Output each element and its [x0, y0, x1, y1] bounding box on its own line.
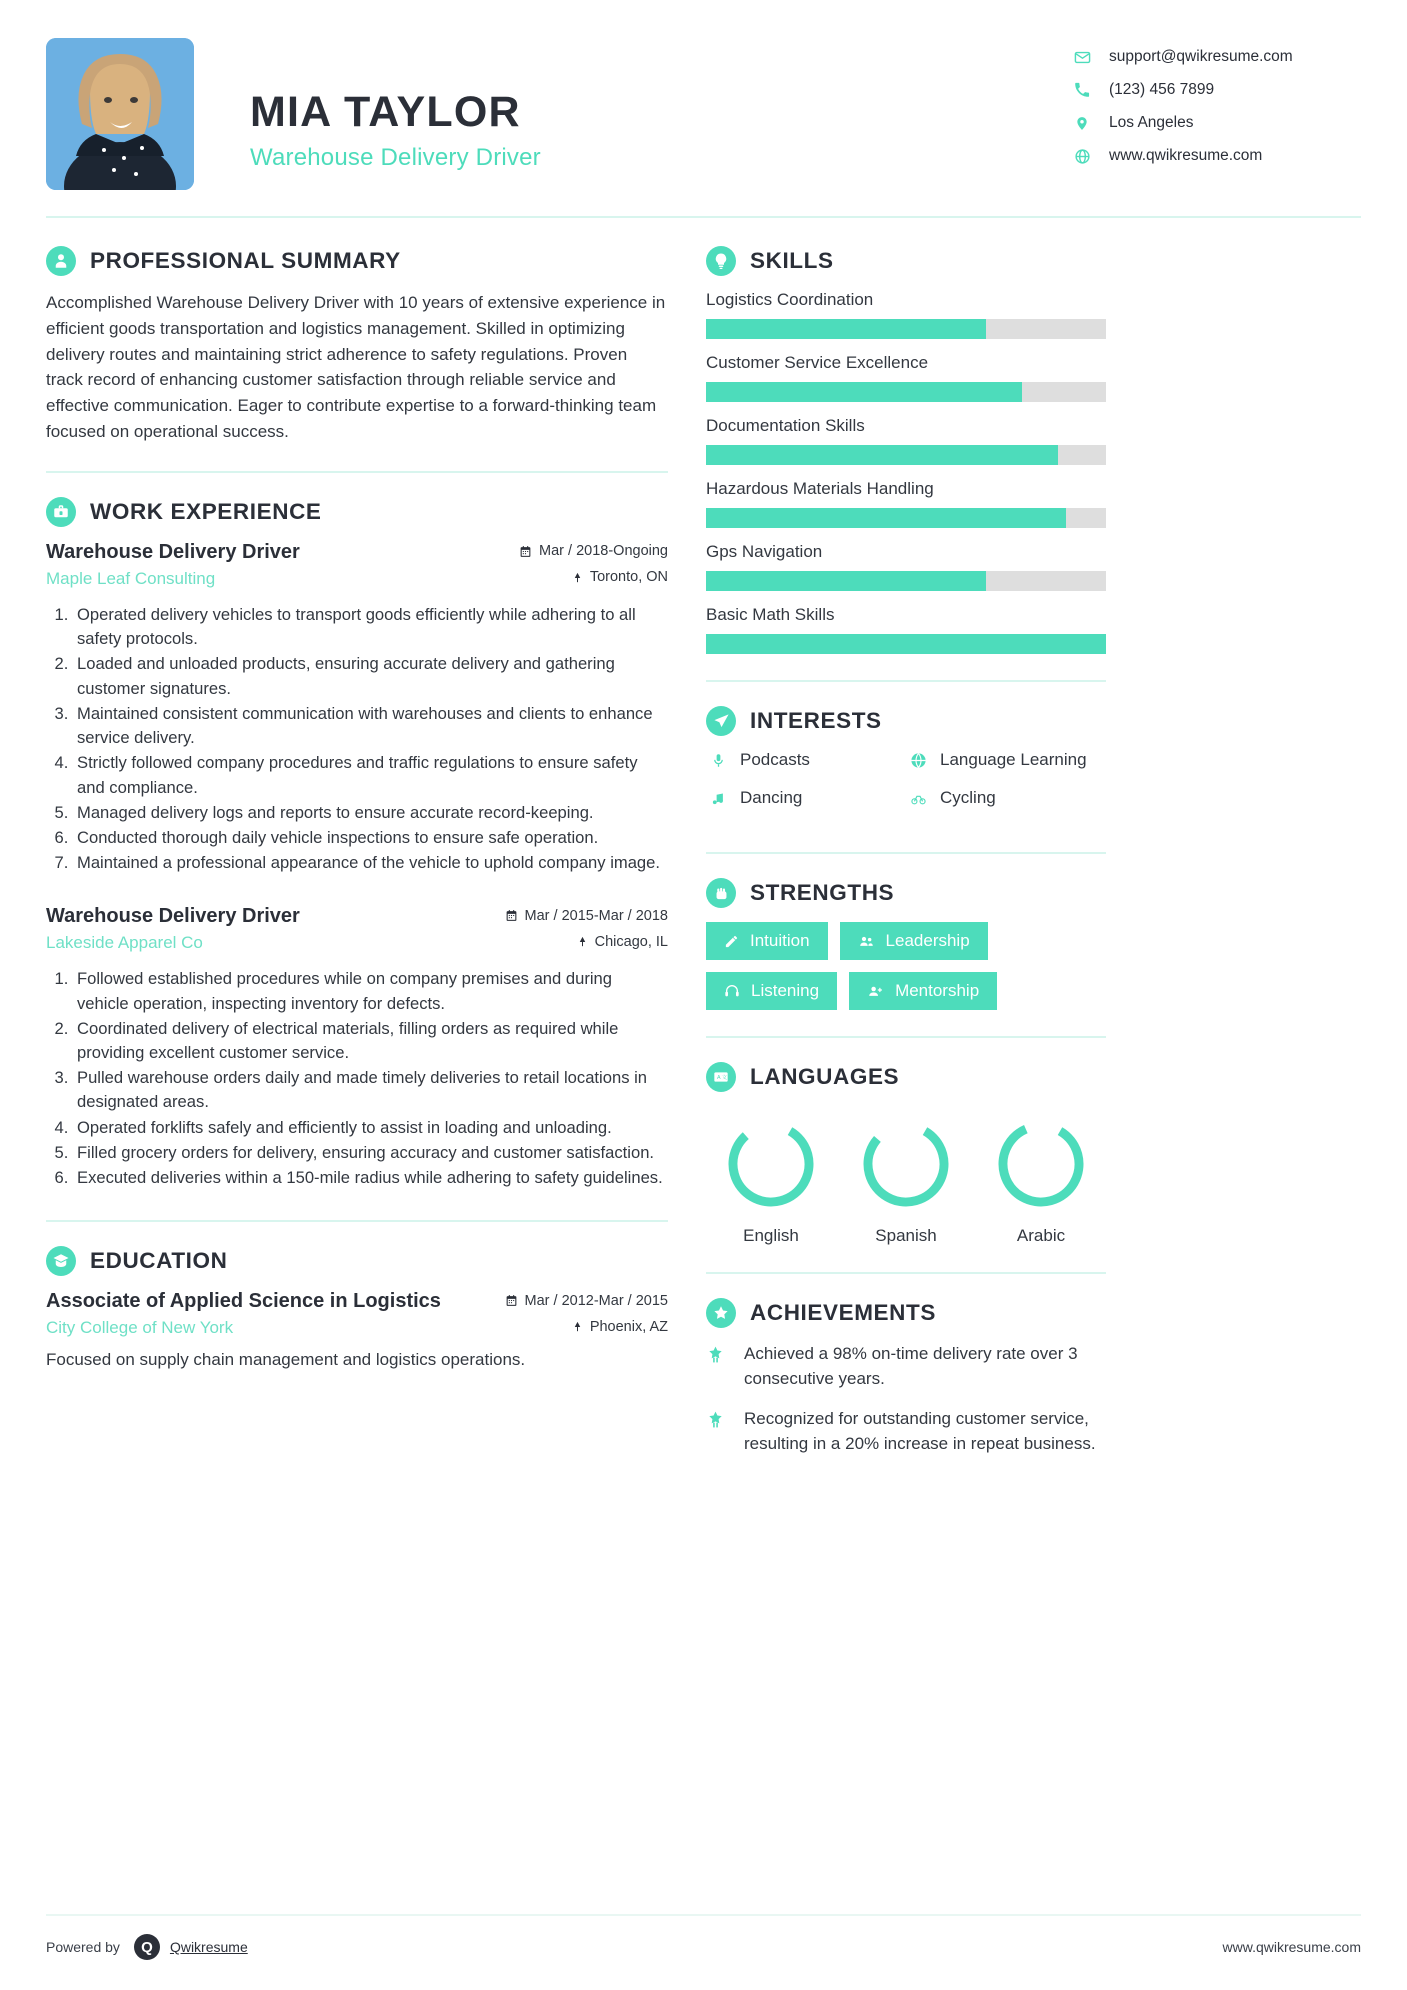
education-heading: EDUCATION: [90, 1248, 228, 1274]
footer-brand: [46, 1934, 248, 1960]
pin-icon: [572, 571, 583, 584]
powered-by-label: Powered by: [46, 1939, 120, 1955]
education-entry-sub: [46, 1313, 668, 1338]
language-label: Arabic: [1016, 1226, 1066, 1245]
skill-fill: [706, 445, 1058, 465]
work-entry: [46, 541, 668, 875]
education-location-value: Phoenix, AZ: [589, 1318, 668, 1335]
calendar-icon: [505, 1294, 518, 1307]
fist-icon: [706, 878, 736, 908]
interests-grid: [706, 750, 1106, 826]
skill-label: Basic Math Skills: [706, 605, 835, 624]
section-skills: [706, 246, 1106, 654]
name-block: [250, 56, 541, 171]
qwikresume-link[interactable]: Qwikresume: [169, 1939, 248, 1955]
candidate-job-title: Warehouse Delivery Driver: [250, 143, 541, 171]
work-entry-sub: [46, 564, 668, 589]
language-ring: [860, 1118, 952, 1210]
work-bullet: 1. Followed established procedures while on company premises and during vehicle operation, inspecting inventory for defects.: [73, 967, 668, 1015]
section-education: [46, 1246, 668, 1370]
summary-heading: PROFESSIONAL SUMMARY: [90, 248, 401, 273]
contact-location-value: Los Angeles: [1109, 114, 1194, 131]
svg-text:文: 文: [721, 1075, 728, 1081]
strength-label: Listening: [751, 981, 820, 1000]
education-entry-top: [46, 1290, 668, 1313]
strength-chip: [849, 972, 997, 1010]
strength-chip: [840, 922, 988, 960]
interest-item: [706, 788, 906, 808]
work-entry-top: [46, 541, 668, 564]
work-role: Warehouse Delivery Driver: [46, 905, 300, 928]
pin-icon: [577, 935, 588, 948]
phone-icon: [1071, 82, 1093, 98]
divider-work-education: [46, 1220, 668, 1222]
work-bullet: 5. Managed delivery logs and reports to ensure accurate record-keeping.: [73, 801, 668, 825]
profile-photo: [46, 38, 194, 190]
work-bullet: 6. Executed deliveries within a 150-mile radius while adhering to safety guidelines.: [73, 1166, 668, 1190]
language-item: [980, 1118, 1102, 1246]
skill-track: [706, 634, 1106, 654]
work-company: Lakeside Apparel Co: [46, 933, 203, 953]
work-heading-row: [46, 497, 668, 527]
resume-footer: [46, 1914, 1361, 1960]
work-entry-sub: [46, 928, 668, 953]
candidate-name: MIA TAYLOR: [250, 88, 521, 137]
graduate-icon: [46, 1246, 76, 1276]
interest-item: [906, 788, 1106, 808]
skill-label: Logistics Coordination: [706, 290, 874, 309]
contact-list: [1071, 38, 1361, 180]
summary-heading-row: [46, 246, 668, 276]
skills-heading-row: [706, 246, 1106, 276]
strength-label: Leadership: [885, 931, 970, 950]
skill-track: [706, 445, 1106, 465]
achievements-heading-row: [706, 1298, 1106, 1328]
skill-fill: [706, 571, 986, 591]
interest-label: Language Learning: [940, 750, 1087, 769]
section-professional-summary: [46, 246, 668, 445]
interest-label: Cycling: [940, 788, 996, 807]
section-work-experience: [46, 497, 668, 1190]
skill-fill: [706, 319, 986, 339]
person-icon: [46, 246, 76, 276]
header-identity: [46, 38, 541, 190]
achievement-text: Recognized for outstanding customer service, resulting in a 20% increase in repeat business.: [744, 1409, 1096, 1453]
star-badge-icon: [706, 1298, 736, 1328]
work-bullet: 6. Conducted thorough daily vehicle inspections to ensure safe operation.: [73, 826, 668, 850]
languages-grid: [706, 1106, 1106, 1246]
award-icon: [706, 1407, 732, 1456]
divider-skills-interests: [706, 680, 1106, 682]
work-location-value: Toronto, ON: [589, 569, 668, 586]
work-entry-top: [46, 905, 668, 928]
strength-chip: [706, 972, 837, 1010]
skills-heading: SKILLS: [750, 248, 834, 273]
achievement-item: [706, 1342, 1106, 1391]
contact-email[interactable]: [1071, 48, 1361, 66]
globe-language-icon: [906, 752, 930, 769]
briefcase-icon: [46, 497, 76, 527]
skill-label: Gps Navigation: [706, 542, 823, 561]
education-school: City College of New York: [46, 1318, 234, 1338]
work-bullets: [46, 603, 668, 875]
microphone-icon: [706, 752, 730, 769]
work-company: Maple Leaf Consulting: [46, 568, 216, 588]
skill-item: [706, 416, 1106, 465]
education-dates-value: Mar / 2012-Mar / 2015: [524, 1292, 668, 1309]
section-strengths: [706, 878, 1106, 1010]
interest-label: Dancing: [740, 788, 803, 807]
contact-phone[interactable]: [1071, 81, 1361, 99]
strengths-heading: STRENGTHS: [750, 880, 895, 905]
svg-text:A: A: [717, 1075, 721, 1081]
languages-heading: LANGUAGES: [750, 1064, 900, 1089]
music-note-icon: [706, 790, 730, 807]
divider-languages-achievements: [706, 1272, 1106, 1274]
user-plus-icon: [867, 984, 884, 999]
contact-website[interactable]: [1071, 147, 1361, 165]
right-column: [706, 246, 1106, 1473]
work-bullets: [46, 967, 668, 1190]
skill-item: [706, 542, 1106, 591]
headphones-icon: [724, 983, 740, 999]
strength-label: Mentorship: [895, 981, 980, 1000]
skill-label: Customer Service Excellence: [706, 353, 929, 372]
qwikresume-logo-icon: Q: [134, 1934, 160, 1960]
globe-icon: [1071, 148, 1093, 165]
skill-item: [706, 353, 1106, 402]
contact-website-value: www.qwikresume.com: [1109, 147, 1263, 164]
divider-summary-work: [46, 471, 668, 473]
education-heading-row: [46, 1246, 668, 1276]
contact-phone-value: (123) 456 7899: [1109, 81, 1215, 98]
education-dates: [505, 1293, 668, 1309]
skill-item: [706, 605, 1106, 654]
translate-icon: [706, 1062, 736, 1092]
interests-heading-row: [706, 706, 1106, 736]
work-bullet: 2. Loaded and unloaded products, ensuring accurate delivery and gathering customer signatures.: [73, 652, 668, 700]
work-bullet: 5. Filled grocery orders for delivery, ensuring accuracy and customer satisfaction.: [73, 1141, 668, 1165]
skill-fill: [706, 382, 1022, 402]
language-label: Spanish: [875, 1226, 937, 1245]
paper-plane-icon: [706, 706, 736, 736]
award-icon: [706, 1342, 732, 1391]
skill-fill: [706, 508, 1066, 528]
summary-text: Accomplished Warehouse Delivery Driver with 10 years of extensive experience in efficient goods transportation and logistics management. Skilled in optimizing delivery routes and maintaining strict adherence to safety regulations. Proven track record of enhancing customer satisfaction through reliable service and effective communication. Eager to contribute expertise to a forward-thinking team focused on operational success.: [46, 293, 666, 442]
lightbulb-icon: [706, 246, 736, 276]
section-languages: [706, 1062, 1106, 1246]
language-label: English: [743, 1226, 799, 1245]
strength-label: Intuition: [750, 931, 810, 950]
email-icon: [1071, 49, 1093, 66]
skill-item: [706, 479, 1106, 528]
skill-label: Documentation Skills: [706, 416, 865, 435]
column-gap: [668, 246, 706, 1473]
work-dates-value: Mar / 2015-Mar / 2018: [524, 907, 668, 924]
calendar-icon: [505, 909, 518, 922]
resume-header: [46, 38, 1361, 216]
achievement-text: Achieved a 98% on-time delivery rate over 3 consecutive years.: [744, 1344, 1078, 1388]
language-item: [845, 1118, 967, 1246]
work-location: [572, 569, 668, 585]
interest-item: [706, 750, 906, 770]
work-bullet: 1. Operated delivery vehicles to transport goods efficiently while adhering to all safety protocols.: [73, 603, 668, 651]
language-ring: [995, 1118, 1087, 1210]
strengths-grid: [706, 922, 1106, 1010]
skill-track: [706, 382, 1106, 402]
interest-item: [906, 750, 1106, 770]
work-bullet: 4. Strictly followed company procedures and traffic regulations to ensure safety and compliance.: [73, 751, 668, 799]
resume-body: [46, 218, 1361, 1473]
work-bullet: 7. Maintained a professional appearance of the vehicle to uphold company image.: [73, 851, 668, 875]
skill-fill: [706, 634, 1106, 654]
pen-icon: [724, 934, 739, 949]
left-column: [46, 246, 668, 1473]
location-pin-icon: [1071, 115, 1093, 132]
pin-icon: [572, 1320, 583, 1333]
education-entry: [46, 1290, 668, 1370]
language-ring: [725, 1118, 817, 1210]
education-degree: Associate of Applied Science in Logistics: [46, 1290, 441, 1313]
language-item: [710, 1118, 832, 1246]
work-dates: [505, 908, 668, 924]
work-location: [577, 934, 668, 950]
divider-interests-strengths: [706, 852, 1106, 854]
divider-strengths-languages: [706, 1036, 1106, 1038]
work-role: Warehouse Delivery Driver: [46, 540, 300, 563]
skill-item: [706, 290, 1106, 339]
skill-track: [706, 571, 1106, 591]
work-bullet: 3. Maintained consistent communication with warehouses and clients to enhance service delivery.: [73, 702, 668, 750]
education-location: [572, 1319, 668, 1335]
section-interests: [706, 706, 1106, 826]
skill-track: [706, 508, 1106, 528]
section-achievements: [706, 1298, 1106, 1457]
work-entry: [46, 905, 668, 1190]
education-description: Focused on supply chain management and logistics operations.: [46, 1350, 526, 1370]
languages-heading-row: [706, 1062, 1106, 1092]
bicycle-icon: [906, 791, 930, 806]
work-heading: WORK EXPERIENCE: [90, 498, 322, 524]
skill-label: Hazardous Materials Handling: [706, 479, 934, 498]
contact-email-value: support@qwikresume.com: [1109, 48, 1293, 65]
work-dates: [519, 543, 668, 559]
interests-heading: INTERESTS: [750, 708, 882, 733]
strengths-heading-row: [706, 878, 1106, 908]
strength-chip: [706, 922, 828, 960]
work-bullet: 2. Coordinated delivery of electrical materials, filling orders as required while providing excellent customer service.: [73, 1017, 668, 1065]
calendar-icon: [519, 545, 532, 558]
work-bullet: 4. Operated forklifts safely and efficiently to assist in loading and unloading.: [73, 1116, 668, 1140]
work-dates-value: Mar / 2018-Ongoing: [539, 543, 668, 560]
achievement-item: [706, 1407, 1106, 1456]
footer-website[interactable]: www.qwikresume.com: [1222, 1939, 1361, 1955]
interest-label: Podcasts: [740, 750, 810, 769]
skill-track: [706, 319, 1106, 339]
contact-location[interactable]: [1071, 114, 1361, 132]
achievements-heading: ACHIEVEMENTS: [750, 1300, 936, 1325]
work-bullet: 3. Pulled warehouse orders daily and made timely deliveries to retail locations in designated areas.: [73, 1066, 668, 1114]
users-icon: [858, 934, 875, 949]
work-location-value: Chicago, IL: [594, 933, 668, 950]
